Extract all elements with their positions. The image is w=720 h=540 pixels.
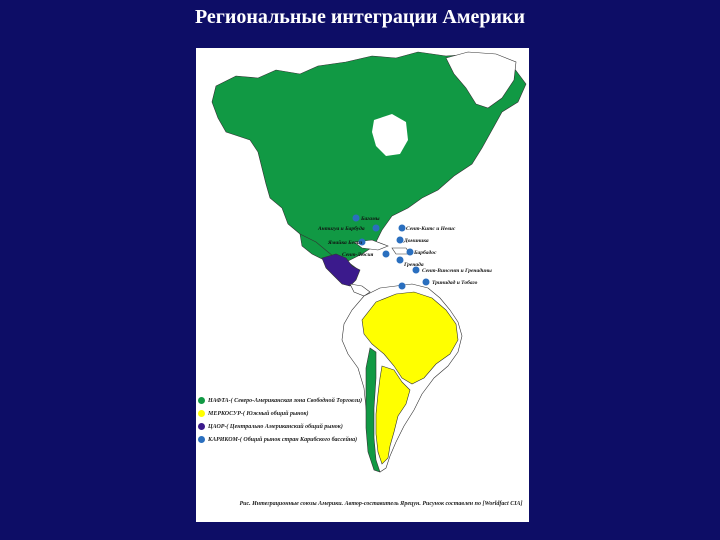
marker-barbados [407,249,414,256]
legend-swatch [198,436,205,443]
label-antigua: Антигуа и Барбуда [318,226,365,232]
label-bahamas: Багамы [361,216,380,222]
label-dominica: Доминика [404,238,429,244]
label-trinidad: Тринидад и Тобаго [432,280,478,286]
legend-swatch [198,397,205,404]
legend-label: ЦАОР-( Центрально Американский общий рынок) [208,423,343,430]
label-barbados: Барбадос [414,250,437,256]
marker-grenada [397,257,404,264]
legend-label: КАРИКОМ-( Общий рынок стран Карибского бассейна) [208,436,358,443]
map-legend [198,394,362,446]
label-st-vincent: Сент-Винсент и Гренадины [422,268,492,274]
legend-swatch [198,410,205,417]
legend-label: НАФТА-( Северо-Американская зона Свободной Торговли) [208,397,363,404]
marker-st-lucia [383,251,390,258]
label-st-kitts: Сент-Китс и Невис [406,226,456,232]
marker-antigua [373,225,380,232]
legend-item-nafta [198,394,362,407]
slide-title: Региональные интеграции Америки [194,6,526,28]
marker-st-kitts [399,225,406,232]
americas-map [196,48,529,522]
label-jamaica: Ямайка Белиз [328,240,362,246]
label-grenada: Гренада [404,262,424,268]
marker-dominica [397,237,404,244]
marker-trinidad [423,279,430,286]
map-caption: Рис. Интеграционные союзы Америки. Автор-составитель Ярецун. Рисунок составлен по [Worldfact CIA] [239,501,523,507]
legend-item-caricom [198,433,362,446]
marker-bahamas [353,215,360,222]
map-panel [196,48,529,522]
legend-item-mercosur [198,407,362,420]
legend-item-caom [198,420,362,433]
legend-label: МЕРКОСУР-( Южный общий рынок) [208,410,309,417]
central-america-caom [322,254,360,286]
label-st-lucia: Сент-Люсия [342,252,374,258]
legend-swatch [198,423,205,430]
marker-guyana [399,283,406,290]
